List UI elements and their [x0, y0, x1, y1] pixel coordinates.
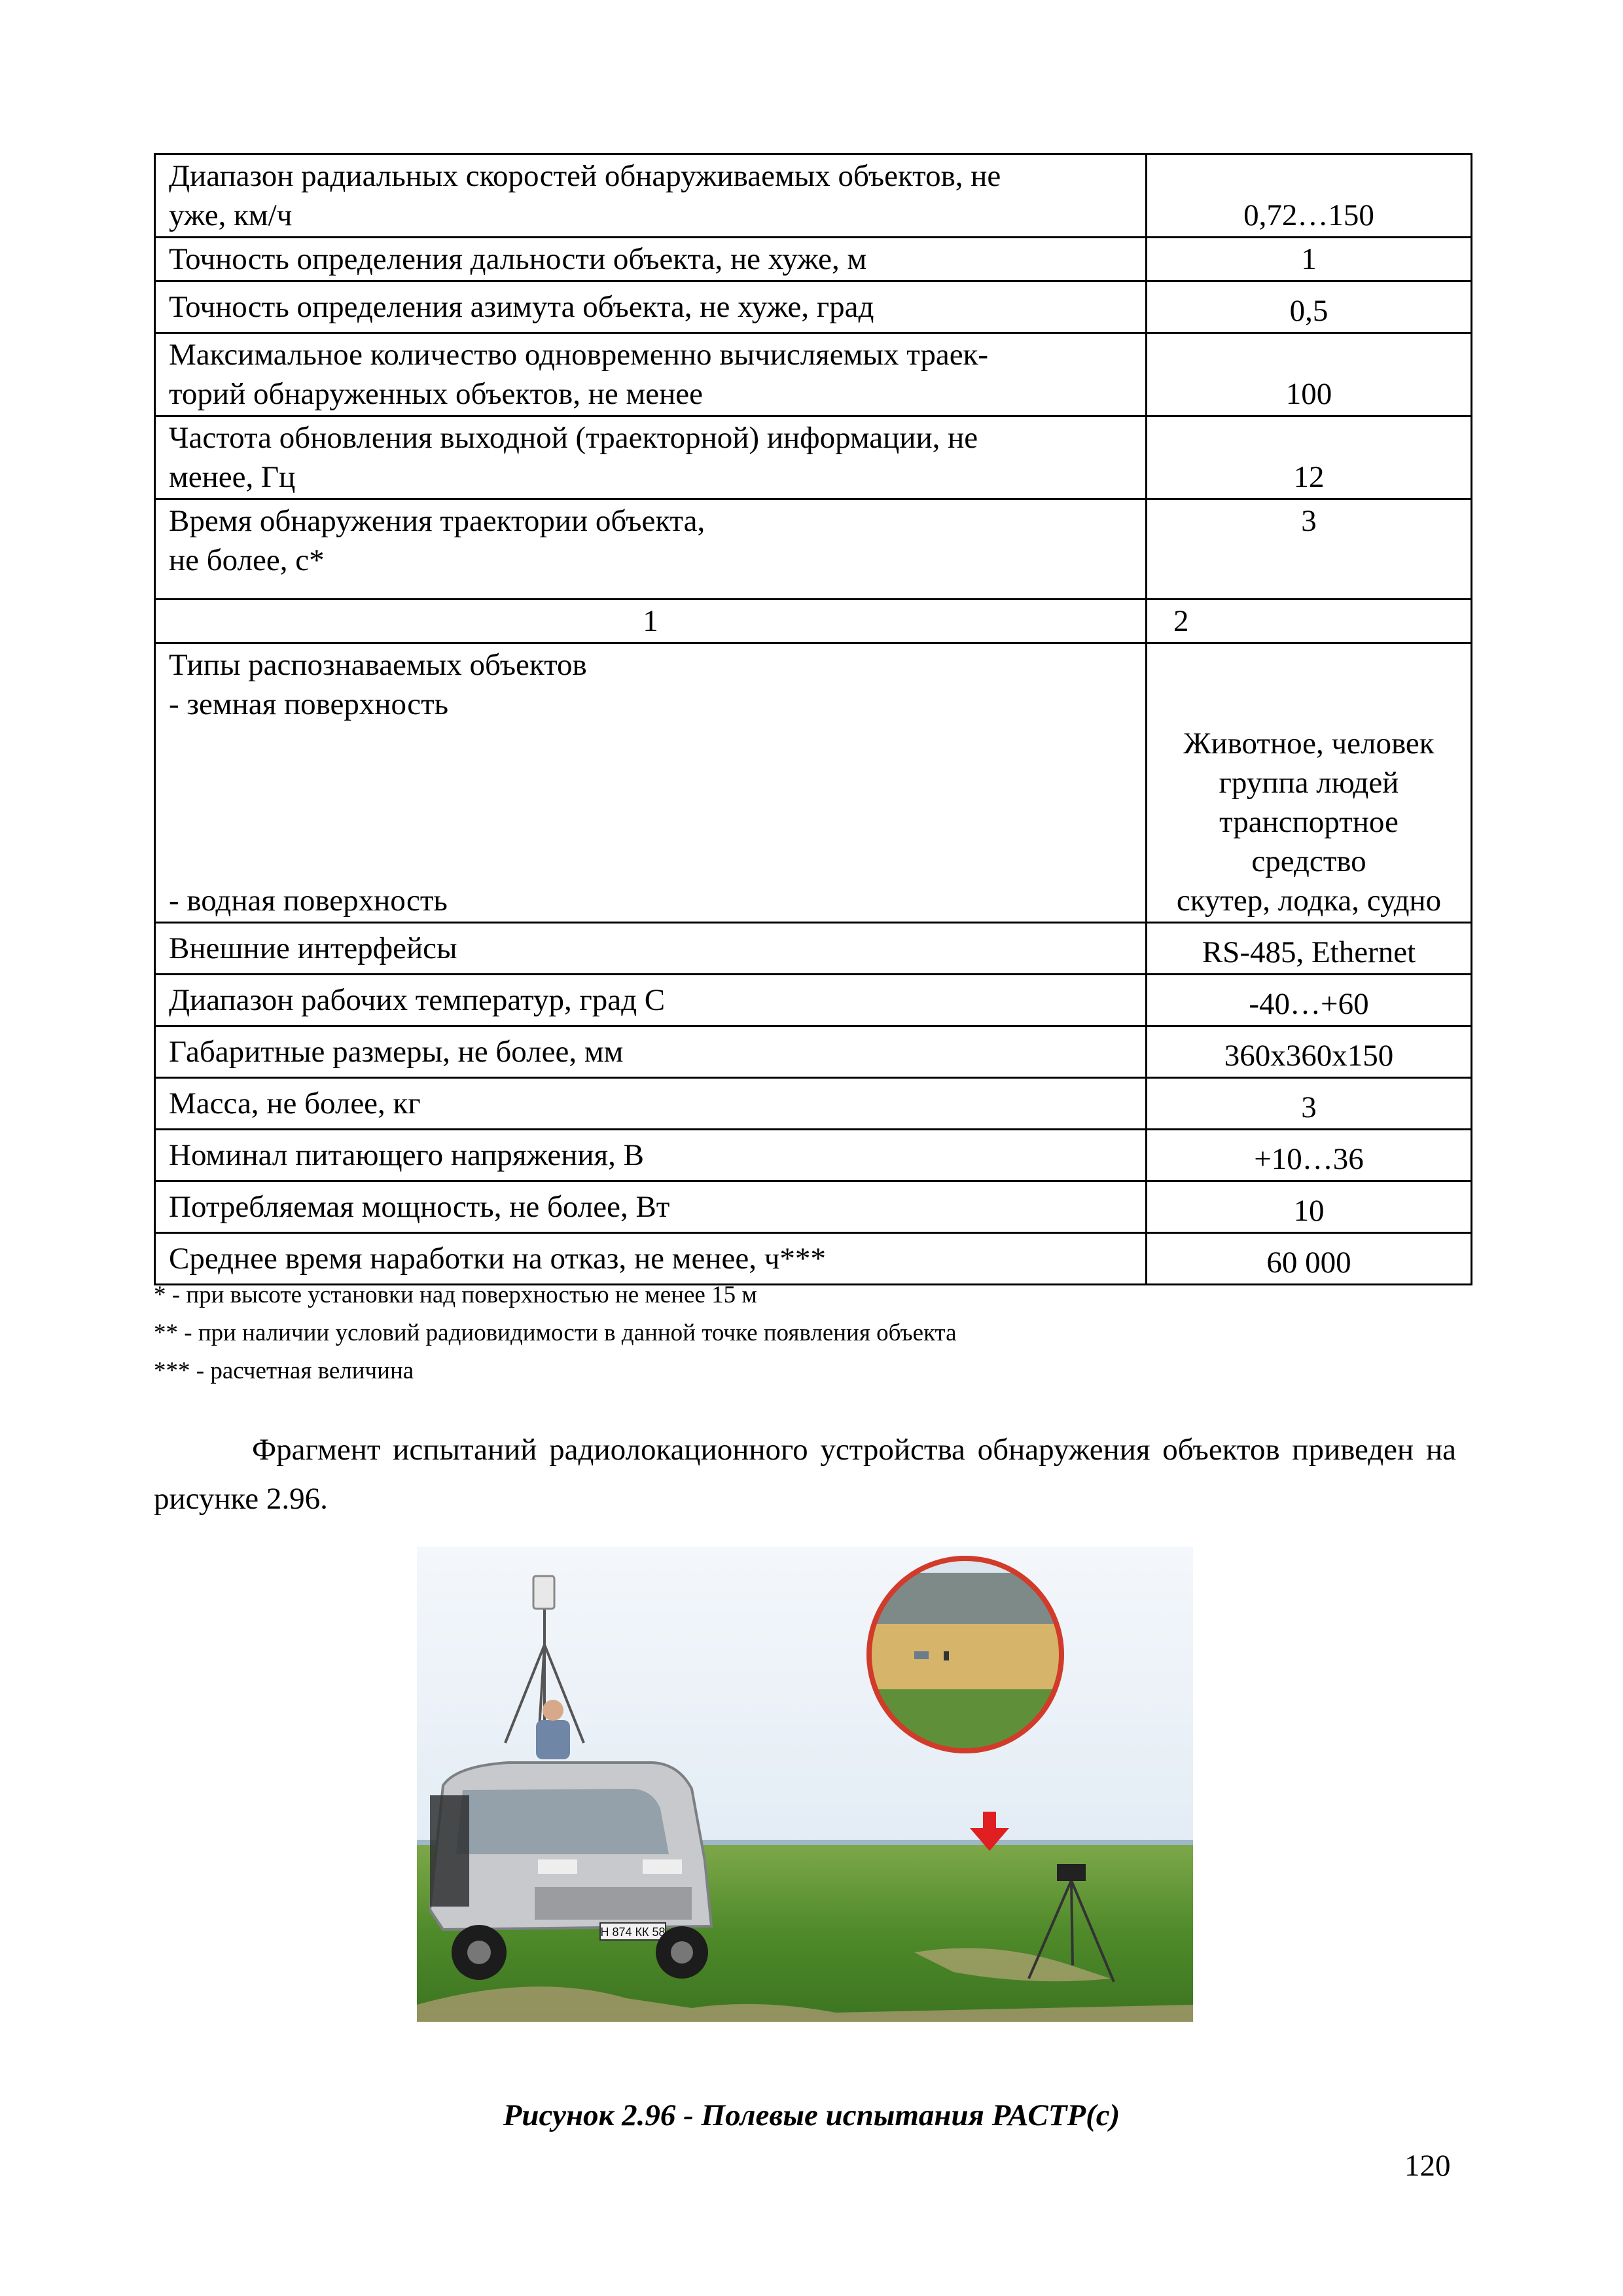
param-cell: Максимальное количество одновременно вычисляемых траек- торий обнаруженных объектов, не менее	[155, 333, 1147, 416]
table-row	[155, 499, 1472, 600]
figure-caption: Рисунок 2.96 - Полевые испытания РАСТР(с)	[503, 2098, 1120, 2132]
table-row	[155, 1130, 1472, 1181]
table-row	[155, 154, 1472, 238]
page-number: 120	[1404, 2149, 1451, 2183]
footnote: *** - расчетная величина	[154, 1357, 414, 1384]
param-cell: Внешние интерфейсы	[155, 923, 1147, 975]
spacer	[169, 724, 1132, 881]
param-cell: Номинал питающего напряжения, В	[155, 1130, 1147, 1181]
table-row	[155, 333, 1472, 416]
table-row	[155, 416, 1472, 499]
param-cell: Частота обновления выходной (траекторной) информации, не менее, Гц	[155, 416, 1147, 499]
specifications-table	[154, 153, 1472, 1285]
value-cell: 0,72…150	[1147, 154, 1472, 238]
table-row	[155, 1181, 1472, 1233]
table-row	[155, 1078, 1472, 1130]
value-cell: 10	[1147, 1181, 1472, 1233]
recognition-row	[155, 643, 1472, 923]
value-cell: Животное, человек группа людей транспортное средство скутер, лодка, судно	[1147, 643, 1472, 923]
table-row	[155, 238, 1472, 281]
table-row	[155, 975, 1472, 1026]
param-cell: Диапазон рабочих температур, град С	[155, 975, 1147, 1026]
param-cell: Время обнаружения траектории объекта, не более, с*	[155, 499, 1147, 600]
param-cell: Габаритные размеры, не более, мм	[155, 1026, 1147, 1078]
value-cell: RS-485, Ethernet	[1147, 923, 1472, 975]
value-cell: 0,5	[1147, 281, 1472, 333]
param-cell: Типы распознаваемых объектов - земная поверхность - водная поверхность	[155, 643, 1147, 923]
value-cell: -40…+60	[1147, 975, 1472, 1026]
value-cell: 3	[1147, 1078, 1472, 1130]
param-cell: Потребляемая мощность, не более, Вт	[155, 1181, 1147, 1233]
table-row	[155, 923, 1472, 975]
value-cell: +10…36	[1147, 1130, 1472, 1181]
value-cell: 60 000	[1147, 1233, 1472, 1285]
license-plate: Н 874 КК 58	[600, 1926, 666, 1939]
table-row	[155, 281, 1472, 333]
field-test-photo	[417, 1547, 1193, 2022]
param-cell: Точность определения азимута объекта, не хуже, град	[155, 281, 1147, 333]
table-row	[155, 1026, 1472, 1078]
footnote: ** - при наличии условий радиовидимости в данной точке появления объекта	[154, 1319, 957, 1346]
param-cell: Среднее время наработки на отказ, не менее, ч***	[155, 1233, 1147, 1285]
radar-sensor	[1057, 1864, 1086, 1881]
value-cell: 1	[1147, 238, 1472, 281]
column-number-row	[155, 600, 1472, 643]
column-number-1: 1	[155, 600, 1147, 643]
radar-antenna	[533, 1576, 554, 1609]
value-cell: 100	[1147, 333, 1472, 416]
param-cell: Диапазон радиальных скоростей обнаруживаемых объектов, не уже, км/ч	[155, 154, 1147, 238]
value-cell: 360x360x150	[1147, 1026, 1472, 1078]
param-cell: Масса, не более, кг	[155, 1078, 1147, 1130]
footnotes	[154, 1276, 957, 1390]
body-paragraph: Фрагмент испытаний радиолокационного устройства обнаружения объектов приведен на рисунке 2.96.	[154, 1433, 1456, 1516]
param-cell: Точность определения дальности объекта, не хуже, м	[155, 238, 1147, 281]
column-number-2: 2	[1147, 600, 1472, 643]
footnote: * - при высоте установки над поверхностью не менее 15 м	[154, 1282, 757, 1308]
value-cell: 3	[1147, 499, 1472, 600]
value-cell: 12	[1147, 416, 1472, 499]
